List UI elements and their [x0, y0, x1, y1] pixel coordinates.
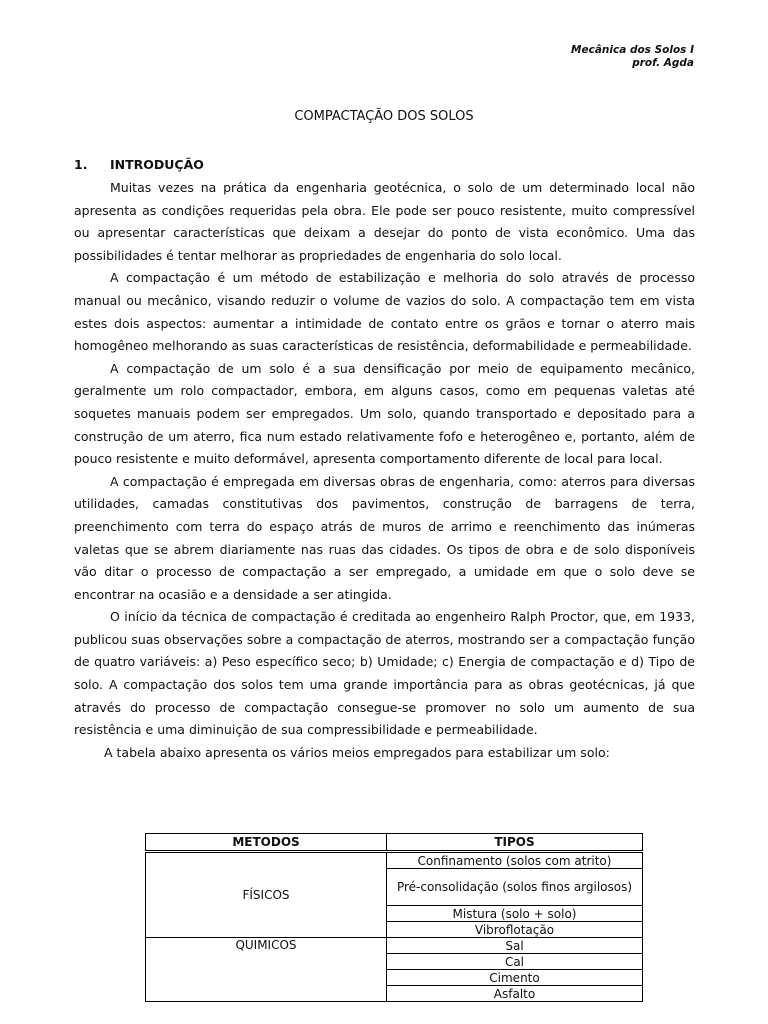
document-header [571, 44, 694, 70]
type-cell: Sal [387, 938, 643, 954]
paragraph: A compactação é empregada em diversas obras de engenharia, como: aterros para diversas utilidades, camadas constitutivas dos pavimentos, construção de barragens de terra, preenchimento com terra do espaço atrás de muros de arrimo e reenchimento das inúmeras valetas que se abrem diariamente nas ruas das cidades. Os tipos de obra e de solo disponíveis vão ditar o processo de compactação a ser empregado, a umidade em que o solo deve se encontrar na ocasião e a densidade a ser atingida. [74, 473, 695, 602]
paragraph: Muitas vezes na prática da engenharia geotécnica, o solo de um determinado local não apresenta as condições requeridas pela obra. Ele pode ser pouco resistente, muito compressível ou apresentar características que deixam a desejar do ponto de vista econômico. Uma das possibilidades é tentar melhorar as propriedades de engenharia do solo local. [74, 180, 695, 263]
method-cell: FÍSICOS [146, 852, 387, 938]
type-cell: Mistura (solo + solo) [387, 906, 643, 922]
section-heading [74, 157, 204, 172]
column-header-types: TIPOS [387, 834, 643, 852]
stabilization-methods-table [145, 833, 643, 1002]
course-name: Mecânica dos Solos I [571, 44, 694, 56]
type-cell: Cimento [387, 970, 643, 986]
professor-name: prof. Agda [632, 57, 694, 69]
type-cell: Cal [387, 954, 643, 970]
section-number: 1. [74, 157, 88, 172]
table-row [146, 938, 643, 954]
method-cell: QUIMICOS [146, 938, 387, 1002]
type-cell: Pré-consolidação (solos finos argilosos) [387, 869, 643, 906]
type-cell: Vibroflotação [387, 922, 643, 938]
column-header-methods: METODOS [146, 834, 387, 852]
paragraph: A tabela abaixo apresenta os vários meios empregados para estabilizar um solo: [104, 744, 610, 760]
section-title: INTRODUÇÃO [110, 157, 204, 172]
type-cell: Asfalto [387, 986, 643, 1002]
table-row [146, 852, 643, 869]
table-header-row [146, 834, 643, 852]
document-title: COMPACTAÇÃO DOS SOLOS [294, 109, 474, 124]
paragraph: A compactação de um solo é a sua densificação por meio de equipamento mecânico, geralmente um rolo compactador, embora, em alguns casos, como em pequenas valetas até soquetes manuais podem ser empregados. Um solo, quando transportado e depositado para a construção de um aterro, fica num estado relativamente fofo e heterogêneo e, portanto, além de pouco resistente e muito deformável, apresenta comportamento diferente de local para local. [74, 360, 695, 467]
paragraph: O início da técnica de compactação é creditada ao engenheiro Ralph Proctor, que, em 1933, publicou suas observações sobre a compactação de aterros, mostrando ser a compactação função de quatro variáveis: a) Peso específico seco; b) Umidade; c) Energia de compactação e d) Tipo de solo. A compactação dos solos tem uma grande importância para as obras geotécnicas, já que através do processo de compactação consegue-se promover no solo um aumento de sua resistência e uma diminuição de sua compressibilidade e permeabilidade. [74, 609, 695, 738]
body-text [74, 177, 695, 764]
paragraph: A compactação é um método de estabilização e melhoria do solo através de processo manual ou mecânico, visando reduzir o volume de vazios do solo. A compactação tem em vista estes dois aspectos: aumentar a intimidade de contato entre os grãos e tornar o aterro mais homogêneo melhorando as suas características de resistência, deformabilidade e permeabilidade. [74, 270, 695, 354]
type-cell: Confinamento (solos com atrito) [387, 852, 643, 869]
